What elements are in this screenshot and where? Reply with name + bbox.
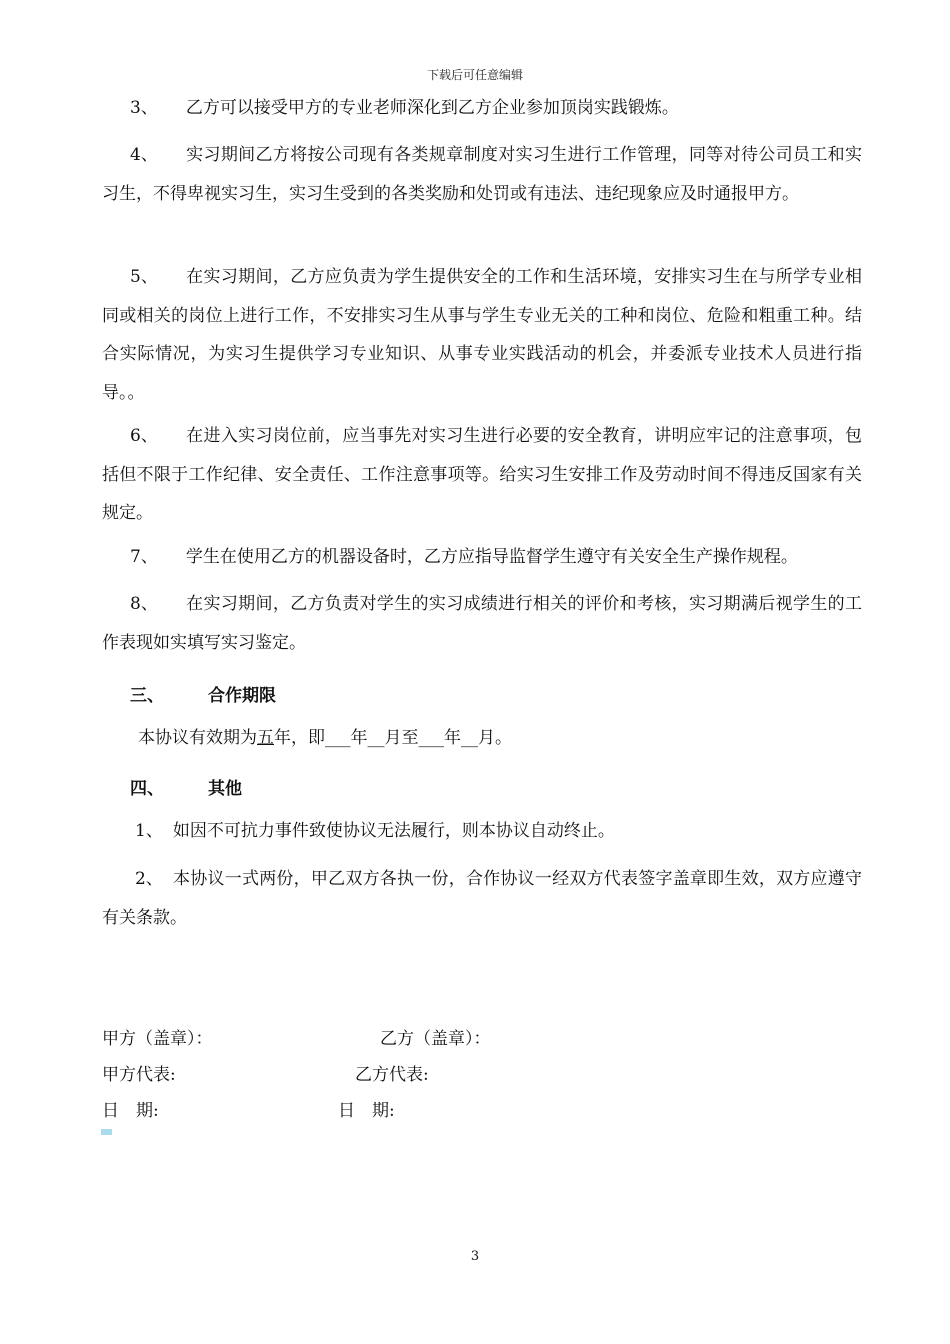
clause-text: 实习期间乙方将按公司现有各类规章制度对实习生进行工作管理，同等对待公司员工和实习生，不得卑视实习生，实习生受到的各类奖励和处罚或有违法、违纪现象应及时通报甲方。 — [102, 145, 862, 204]
term-year-label: 年 — [350, 728, 368, 748]
term-month-label: 月。 — [478, 728, 512, 748]
clause-text: 本协议一式两份，甲乙双方各执一份，合作协议一经双方代表签字盖章即生效，双方应遵守有关条款。 — [102, 869, 862, 928]
term-years: 五 — [257, 728, 274, 748]
clause-6 — [102, 417, 862, 533]
clause-number: 8、 — [130, 594, 158, 614]
clause-4 — [102, 136, 862, 213]
clause-text: 在实习期间，乙方负责对学生的实习成绩进行相关的评价和考核，实习期满后视学生的工作表现如实填写实习鉴定。 — [102, 594, 862, 653]
page-number: 3 — [470, 1249, 480, 1264]
clause-8 — [102, 585, 862, 662]
blank-start-month: __ — [367, 728, 385, 748]
clause-number: 6、 — [130, 426, 158, 446]
clause-text: 如因不可抗力事件致使协议无法履行，则本协议自动终止。 — [172, 821, 615, 841]
section-title: 合作期限 — [208, 686, 276, 706]
clause-number: 7、 — [130, 547, 158, 567]
blank-end-year: ___ — [418, 728, 444, 748]
clause-text: 学生在使用乙方的机器设备时，乙方应指导监督学生遵守有关安全生产操作规程。 — [185, 547, 798, 567]
clause-text: 乙方可以接受甲方的专业老师深化到乙方企业参加顶岗实践锻炼。 — [185, 98, 679, 118]
clause-7 — [102, 538, 862, 577]
other-clause-1 — [102, 812, 862, 851]
blank-start-year: ___ — [325, 728, 351, 748]
section-number: 四、 — [130, 779, 164, 799]
term-year-label: 年 — [444, 728, 461, 748]
clause-number: 5、 — [130, 267, 158, 287]
section-title: 其他 — [208, 779, 242, 799]
term-year-unit: 年，即 — [274, 728, 325, 748]
term-month-label: 月至 — [384, 728, 419, 748]
party-a-rep-label: 甲方代表: — [102, 1065, 176, 1085]
clause-5 — [102, 258, 862, 412]
date-b-label: 日 期: — [338, 1101, 395, 1121]
term-prefix: 本协议有效期为 — [138, 728, 257, 748]
clause-number: 2、 — [135, 869, 163, 889]
party-a-seal-label: 甲方（盖章）： — [102, 1029, 213, 1049]
clause-text: 在实习期间，乙方应负责为学生提供安全的工作和生活环境，安排实习生在与所学专业相同或相关的岗位上进行工作，不安排实习生从事与学生专业无关的工种和岗位、危险和粗重工种。结合实际情况，为实习生提供学习专业知识、从事专业实践活动的机会，并委派专业技术人员进行指导。。 — [102, 267, 862, 403]
cursor-marker — [101, 1129, 112, 1135]
section-number: 三、 — [130, 686, 164, 706]
party-b-rep-label: 乙方代表: — [355, 1065, 429, 1085]
clause-number: 4、 — [130, 145, 158, 165]
other-clause-2 — [102, 860, 862, 937]
clause-3 — [102, 89, 862, 128]
party-b-seal-label: 乙方（盖章）： — [380, 1029, 491, 1049]
section-heading-3 — [130, 681, 276, 706]
blank-end-month: __ — [461, 728, 478, 748]
clause-number: 3、 — [130, 98, 158, 118]
clause-text: 在进入实习岗位前，应当事先对实习生进行必要的安全教育，讲明应牢记的注意事项，包括但不限于工作纪律、安全责任、工作注意事项等。给实习生安排工作及劳动时间不得违反国家有关规定。 — [102, 426, 862, 523]
section-heading-4 — [130, 774, 242, 799]
term-line — [138, 719, 838, 758]
page-header: 下载后可任意编辑 — [426, 68, 523, 82]
date-a-label: 日 期: — [102, 1101, 159, 1121]
clause-number: 1、 — [135, 821, 163, 841]
